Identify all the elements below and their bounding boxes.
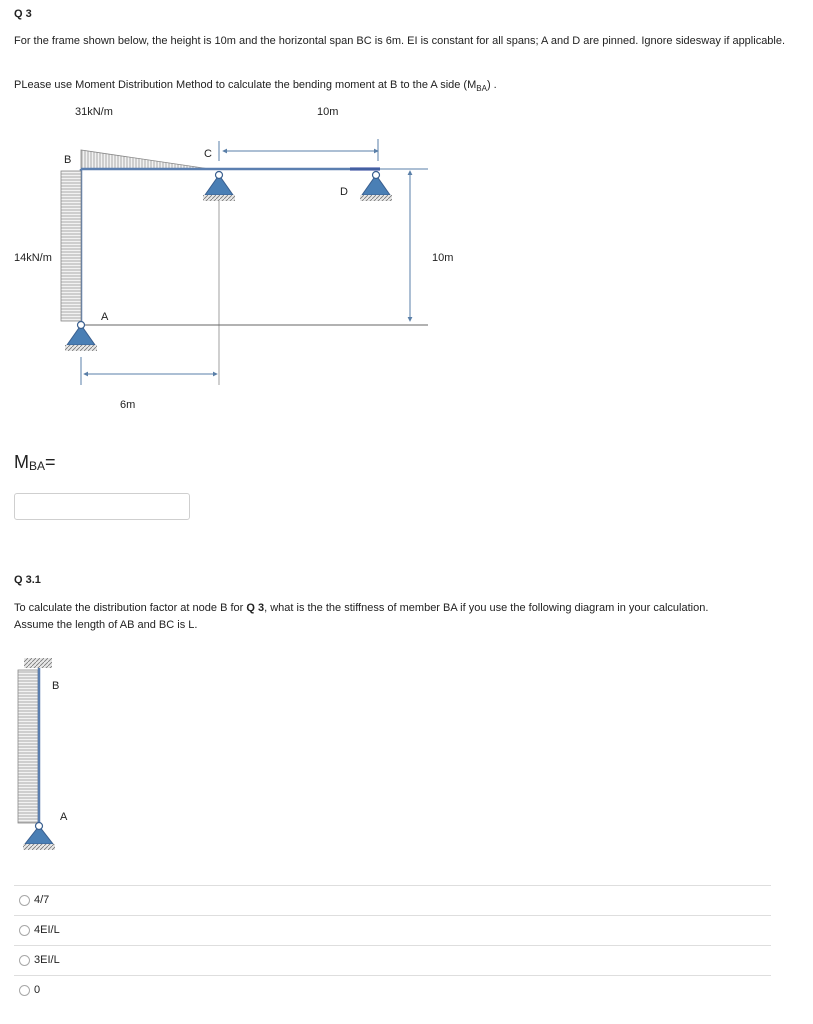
option-row-2[interactable]	[14, 915, 771, 946]
option-radio-3[interactable]	[19, 955, 30, 966]
sub-diagram	[0, 650, 200, 860]
udl-top-label: 31kN/m	[75, 106, 113, 118]
option-label-4: 0	[34, 984, 41, 996]
option-label-2: 4EI/L	[34, 924, 60, 936]
sub-left-udl-load	[18, 670, 38, 823]
answer-input[interactable]	[14, 493, 190, 520]
span-cd-label: 10m	[317, 106, 339, 118]
question-instruction: PLease use Moment Distribution Method to calculate the bending moment at B to the A side $(M_{BA})$ .	[14, 79, 497, 94]
frame-diagram	[0, 95, 813, 425]
fixed-support-b	[24, 658, 52, 668]
pin-support-a	[65, 322, 97, 352]
option-radio-1[interactable]	[19, 895, 30, 906]
option-row-1[interactable]	[14, 885, 771, 916]
pin-support-d	[360, 172, 392, 202]
question-number: Q 3	[14, 8, 32, 20]
left-udl-load	[61, 171, 81, 321]
sub-question-number: Q 3.1	[14, 574, 41, 586]
node-c-label: C	[204, 148, 212, 160]
option-label-3: 3EI/L	[34, 954, 60, 966]
sub-node-b-label: B	[52, 680, 60, 692]
option-row-3[interactable]	[14, 945, 771, 976]
span-bc-label: 6m	[120, 399, 136, 411]
height-label: 10m	[432, 252, 454, 264]
udl-left-label: 14kN/m	[14, 252, 52, 264]
option-row-4[interactable]	[14, 975, 771, 1006]
triangular-load	[81, 150, 210, 169]
node-d-label: D	[340, 186, 348, 198]
pin-support-c	[203, 172, 235, 202]
sub-pin-support-a	[23, 823, 55, 851]
node-b-label: B	[64, 154, 72, 166]
node-a-label: A	[101, 311, 109, 323]
sub-question-text: To calculate the distribution factor at node B for Q 3, what is the the stiffness of member BA if you use the following diagram in your calculation. Assume the length of AB and BC is L.	[14, 602, 709, 631]
option-label-1: 4/7	[34, 894, 50, 906]
question-description: For the frame shown below, the height is 10m and the horizontal span BC is 6m. EI is constant for all spans; A and D are pinned. Ignore sidesway if applicable.	[14, 35, 786, 47]
answer-label: $M_{BA}=$	[14, 452, 56, 473]
sub-node-a-label: A	[60, 811, 68, 823]
option-radio-2[interactable]	[19, 925, 30, 936]
option-radio-4[interactable]	[19, 985, 30, 996]
